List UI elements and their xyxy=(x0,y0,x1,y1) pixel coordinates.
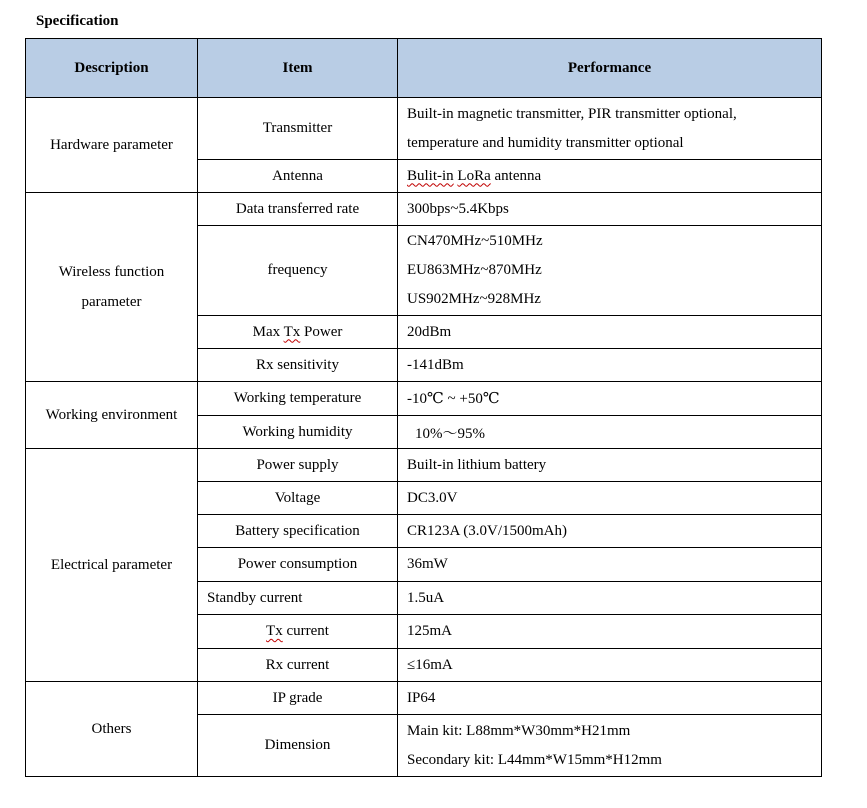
item-ip-grade: IP grade xyxy=(198,682,398,715)
item-transmitter: Transmitter xyxy=(198,98,398,160)
header-item: Item xyxy=(198,39,398,98)
perf-antenna xyxy=(398,160,822,193)
perf-antenna-part3: antenna xyxy=(494,167,542,184)
item-standby-current-label: Standby current xyxy=(207,589,303,606)
perf-frequency-line1: CN470MHz~510MHz xyxy=(407,233,543,249)
perf-standby-current: 1.5uA xyxy=(398,582,822,615)
item-max-tx-part3: Power xyxy=(304,323,343,340)
header-description: Description xyxy=(26,39,198,98)
table-header-row xyxy=(26,39,822,98)
item-battery-specification: Battery specification xyxy=(198,515,398,548)
perf-power-supply: Built-in lithium battery xyxy=(398,449,822,482)
group-wireless-function-parameter xyxy=(26,193,198,382)
table-row xyxy=(26,193,822,226)
perf-max-tx-power: 20dBm xyxy=(398,316,822,349)
group-working-environment: Working environment xyxy=(26,382,198,449)
perf-frequency xyxy=(398,226,822,316)
item-max-tx-power xyxy=(198,316,398,349)
perf-working-humidity-value: 10%～95% xyxy=(415,425,485,442)
perf-ip-grade: IP64 xyxy=(398,682,822,715)
item-max-tx-part2: Tx xyxy=(283,323,301,340)
perf-transmitter-line1: Built-in magnetic transmitter, PIR transmitter optional, xyxy=(407,105,737,122)
item-power-supply: Power supply xyxy=(198,449,398,482)
perf-transmitter xyxy=(398,98,822,160)
perf-frequency-line2: EU863MHz~870MHz xyxy=(407,262,542,278)
item-dimension: Dimension xyxy=(198,715,398,777)
item-rx-sensitivity: Rx sensitivity xyxy=(198,349,398,382)
item-data-transferred-rate: Data transferred rate xyxy=(198,193,398,226)
item-power-consumption: Power consumption xyxy=(198,548,398,582)
group-hardware-parameter: Hardware parameter xyxy=(26,98,198,193)
item-frequency: frequency xyxy=(198,226,398,316)
group-electrical-parameter: Electrical parameter xyxy=(26,449,198,682)
perf-voltage: DC3.0V xyxy=(398,482,822,515)
perf-working-temperature: -10℃ ~ +50℃ xyxy=(398,382,822,416)
perf-rx-current: ≤16mA xyxy=(398,649,822,682)
header-performance: Performance xyxy=(398,39,822,98)
specification-table xyxy=(25,38,822,777)
item-tx-current-part1: Tx xyxy=(266,623,283,639)
perf-power-consumption: 36mW xyxy=(398,548,822,582)
perf-rx-sensitivity: -141dBm xyxy=(398,349,822,382)
item-max-tx-part1: Max xyxy=(252,323,281,340)
item-rx-current: Rx current xyxy=(198,649,398,682)
item-standby-current xyxy=(198,582,398,615)
perf-working-humidity xyxy=(398,416,822,449)
perf-frequency-line3: US902MHz~928MHz xyxy=(407,291,541,307)
perf-transmitter-line2: temperature and humidity transmitter optional xyxy=(407,134,684,151)
perf-tx-current: 125mA xyxy=(398,615,822,649)
item-tx-current xyxy=(198,615,398,649)
perf-antenna-part1: Bulit-in xyxy=(407,167,454,184)
perf-antenna-part2: LoRa xyxy=(457,167,491,184)
page-title: Specification xyxy=(36,13,119,29)
perf-battery-specification: CR123A (3.0V/1500mAh) xyxy=(398,515,822,548)
table-row xyxy=(26,449,822,482)
item-working-temperature: Working temperature xyxy=(198,382,398,416)
table-row xyxy=(26,682,822,715)
table-row xyxy=(26,98,822,160)
perf-dimension-line1: Main kit: L88mm*W30mm*H21mm xyxy=(407,722,631,739)
perf-dimension xyxy=(398,715,822,777)
group-wireless-line2: parameter xyxy=(81,294,142,310)
table-row xyxy=(26,382,822,416)
group-wireless-line1: Wireless function xyxy=(58,264,165,280)
item-working-humidity: Working humidity xyxy=(198,416,398,449)
perf-dimension-line2: Secondary kit: L44mm*W15mm*H12mm xyxy=(407,751,662,768)
item-voltage: Voltage xyxy=(198,482,398,515)
group-others: Others xyxy=(26,682,198,777)
perf-data-transferred-rate: 300bps~5.4Kbps xyxy=(398,193,822,226)
item-antenna: Antenna xyxy=(198,160,398,193)
item-tx-current-part2: current xyxy=(286,623,329,639)
